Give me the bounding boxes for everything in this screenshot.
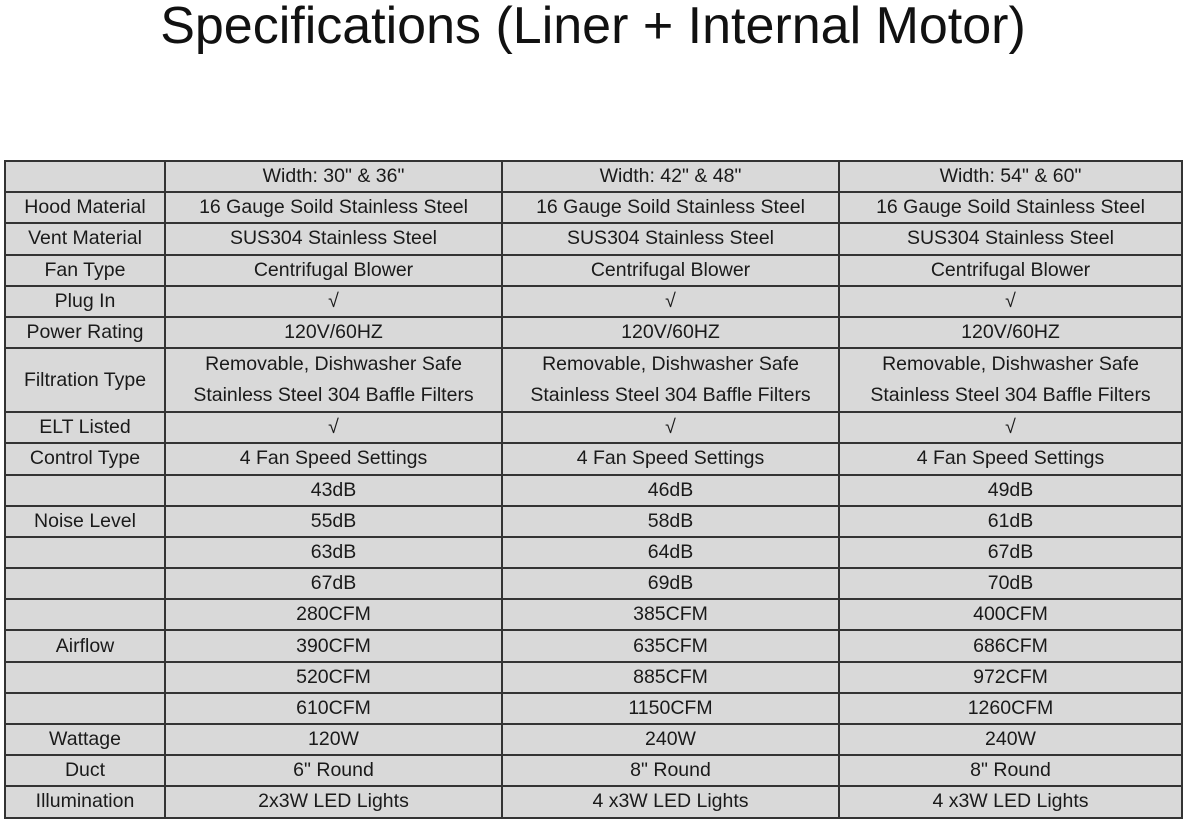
table-cell: 280CFM <box>165 599 502 630</box>
table-cell: 385CFM <box>502 599 839 630</box>
check-mark-icon: √ <box>502 286 839 317</box>
table-cell: 8" Round <box>502 755 839 786</box>
row-label-hood-material: Hood Material <box>5 192 165 223</box>
row-label-fan-type: Fan Type <box>5 255 165 286</box>
table-cell-empty <box>5 537 165 568</box>
table-cell-empty <box>5 662 165 693</box>
table-row-noise-level-3 <box>5 537 1182 568</box>
table-cell: 2x3W LED Lights <box>165 786 502 817</box>
table-row-illumination <box>5 786 1182 817</box>
row-label-elt-listed: ELT Listed <box>5 412 165 443</box>
table-cell: 16 Gauge Soild Stainless Steel <box>165 192 502 223</box>
table-row-airflow-1 <box>5 599 1182 630</box>
table-cell: 67dB <box>165 568 502 599</box>
table-row-hood-material <box>5 192 1182 223</box>
table-cell: 4 x3W LED Lights <box>839 786 1182 817</box>
check-mark-icon: √ <box>165 412 502 443</box>
row-label-illumination: Illumination <box>5 786 165 817</box>
table-cell-empty <box>5 693 165 724</box>
table-cell: 1150CFM <box>502 693 839 724</box>
table-row-elt-listed <box>5 412 1182 443</box>
page-title: Specifications (Liner + Internal Motor) <box>160 0 1026 55</box>
table-cell: 120V/60HZ <box>165 317 502 348</box>
table-cell: 885CFM <box>502 662 839 693</box>
table-cell: 49dB <box>839 475 1182 506</box>
table-cell: 4 Fan Speed Settings <box>502 443 839 474</box>
table-cell: SUS304 Stainless Steel <box>502 223 839 254</box>
column-header-width-42-48: Width: 42" & 48" <box>502 161 839 192</box>
row-label-control-type: Control Type <box>5 443 165 474</box>
table-cell-empty <box>5 599 165 630</box>
table-cell: 43dB <box>165 475 502 506</box>
table-row-wattage <box>5 724 1182 755</box>
table-cell: 610CFM <box>165 693 502 724</box>
row-label-duct: Duct <box>5 755 165 786</box>
check-mark-icon: √ <box>839 412 1182 443</box>
table-row-control-type <box>5 443 1182 474</box>
table-row-noise-level-1 <box>5 475 1182 506</box>
row-label-vent-material: Vent Material <box>5 223 165 254</box>
table-cell: 120W <box>165 724 502 755</box>
table-cell: 6" Round <box>165 755 502 786</box>
table-cell: 686CFM <box>839 630 1182 661</box>
filtration-line-2: Stainless Steel 304 Baffle Filters <box>870 384 1151 407</box>
check-mark-icon: √ <box>502 412 839 443</box>
specifications-table <box>4 160 1183 819</box>
table-cell: 4 Fan Speed Settings <box>839 443 1182 474</box>
header-corner-cell <box>5 161 165 192</box>
check-mark-icon: √ <box>839 286 1182 317</box>
table-cell: SUS304 Stainless Steel <box>839 223 1182 254</box>
table-cell: 64dB <box>502 537 839 568</box>
filtration-line-2: Stainless Steel 304 Baffle Filters <box>193 384 474 407</box>
table-cell: 120V/60HZ <box>839 317 1182 348</box>
table-cell: 61dB <box>839 506 1182 537</box>
table-cell-empty <box>5 568 165 599</box>
table-cell: 67dB <box>839 537 1182 568</box>
table-row-noise-level-2 <box>5 506 1182 537</box>
table-row-noise-level-4 <box>5 568 1182 599</box>
table-cell <box>502 348 839 412</box>
table-cell: Centrifugal Blower <box>165 255 502 286</box>
table-cell: 58dB <box>502 506 839 537</box>
table-cell-empty <box>5 475 165 506</box>
row-label-plug-in: Plug In <box>5 286 165 317</box>
table-row-fan-type <box>5 255 1182 286</box>
column-header-width-54-60: Width: 54" & 60" <box>839 161 1182 192</box>
table-cell: 400CFM <box>839 599 1182 630</box>
table-cell: 635CFM <box>502 630 839 661</box>
table-cell: 70dB <box>839 568 1182 599</box>
table-cell: 390CFM <box>165 630 502 661</box>
table-row-airflow-3 <box>5 662 1182 693</box>
table-cell: 4 x3W LED Lights <box>502 786 839 817</box>
row-label-power-rating: Power Rating <box>5 317 165 348</box>
table-cell <box>839 348 1182 412</box>
table-row-airflow-2 <box>5 630 1182 661</box>
table-cell: SUS304 Stainless Steel <box>165 223 502 254</box>
table-cell: 46dB <box>502 475 839 506</box>
table-cell: 520CFM <box>165 662 502 693</box>
table-cell: Centrifugal Blower <box>839 255 1182 286</box>
table-cell: 240W <box>839 724 1182 755</box>
row-label-wattage: Wattage <box>5 724 165 755</box>
table-cell: 4 Fan Speed Settings <box>165 443 502 474</box>
table-cell: 1260CFM <box>839 693 1182 724</box>
table-row-power-rating <box>5 317 1182 348</box>
column-header-width-30-36: Width: 30" & 36" <box>165 161 502 192</box>
table-cell: 120V/60HZ <box>502 317 839 348</box>
filtration-line-1: Removable, Dishwasher Safe <box>882 353 1139 376</box>
check-mark-icon: √ <box>165 286 502 317</box>
row-label-noise-level: Noise Level <box>5 506 165 537</box>
row-label-airflow: Airflow <box>5 630 165 661</box>
table-row-vent-material <box>5 223 1182 254</box>
row-label-filtration-type: Filtration Type <box>5 348 165 412</box>
table-row-plug-in <box>5 286 1182 317</box>
filtration-line-1: Removable, Dishwasher Safe <box>542 353 799 376</box>
table-cell: 972CFM <box>839 662 1182 693</box>
table-row-duct <box>5 755 1182 786</box>
table-row-filtration-type <box>5 348 1182 412</box>
table-cell <box>165 348 502 412</box>
filtration-line-2: Stainless Steel 304 Baffle Filters <box>530 384 811 407</box>
filtration-line-1: Removable, Dishwasher Safe <box>205 353 462 376</box>
table-row-airflow-4 <box>5 693 1182 724</box>
table-cell: 69dB <box>502 568 839 599</box>
table-cell: 240W <box>502 724 839 755</box>
table-cell: 8" Round <box>839 755 1182 786</box>
table-cell: 16 Gauge Soild Stainless Steel <box>502 192 839 223</box>
header-row <box>5 161 1182 192</box>
table-cell: 16 Gauge Soild Stainless Steel <box>839 192 1182 223</box>
table-cell: 55dB <box>165 506 502 537</box>
table-cell: Centrifugal Blower <box>502 255 839 286</box>
table-cell: 63dB <box>165 537 502 568</box>
